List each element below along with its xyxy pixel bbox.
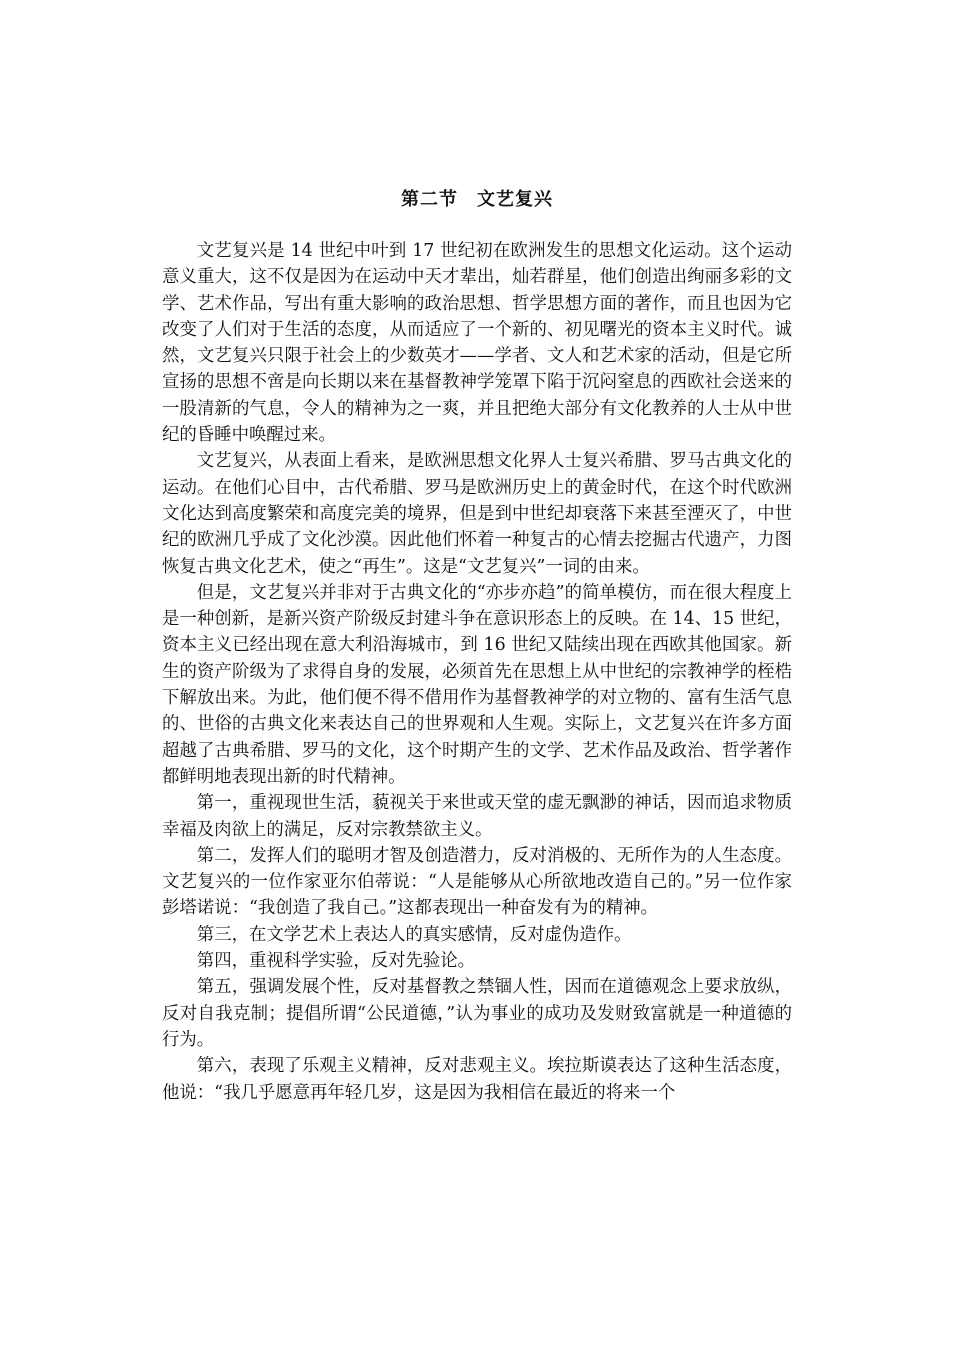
paragraph: 第三，在文学艺术上表达人的真实感情，反对虚伪造作。: [196, 924, 632, 945]
paragraph: 第五，强调发展个性，反对基督教之禁锢人性，因而在道德观念上要求放纵，反对自我克制；提倡所谓“公民道德，”认为事业的成功及发财致富就是一种道德的行为。: [162, 977, 792, 1050]
paragraph: 第一，重视现世生活，藐视关于来世或天堂的虚无飘渺的神话，因而追求物质幸福及肉欲上的满足，反对宗教禁欲主义。: [162, 793, 792, 840]
section-title: 第二节 文艺复兴: [401, 189, 553, 210]
paragraph: 第六，表现了乐观主义精神，反对悲观主义。埃拉斯谟表达了这种生活态度，他说：“我几乎愿意再年轻几岁，这是因为我相信在最近的将来一个: [162, 1056, 792, 1103]
paragraph: 但是，文艺复兴并非对于古典文化的“亦步亦趋”的简单模仿，而在很大程度上是一种创新，是新兴资产阶级反封建斗争在意识形态上的反映。在 14、15 世纪，资本主义已经出现在意大利沿海城市，到 16 世纪又陆续出现在西欧其他国家。新生的资产阶级为了求得自身的发展，必须首先在思想上从中世纪的宗教神学的桎梏下解放出来。为此，他们便不得不借用作为基督教神学的对立物的、富有生活气息的、世俗的古典文化来表达自己的世界观和人生观。实际上，文艺复兴在许多方面超越了古典希腊、罗马的文化，这个时期产生的文学、艺术作品及政治、哲学著作都鲜明地表现出新的时代精神。: [162, 582, 792, 787]
paragraph: 第二，发挥人们的聪明才智及创造潜力，反对消极的、无所作为的人生态度。文艺复兴的一位作家亚尔伯蒂说：“人是能够从心所欲地改造自己的。”另一位作家彭塔诺说：“我创造了我自己。”这都表现出一种奋发有为的精神。: [162, 845, 792, 919]
paragraph: 文艺复兴，从表面上看来，是欧洲思想文化界人士复兴希腊、罗马古典文化的运动。在他们心目中，古代希腊、罗马是欧洲历史上的黄金时代，在这个时代欧洲文化达到高度繁荣和高度完美的境界，但是到中世纪却衰落下来甚至湮灭了，中世纪的欧洲几乎成了文化沙漠。因此他们怀着一种复古的心情去挖掘古代遗产，力图恢复古典文化艺术，使之“再生”。这是“文艺复兴”一词的由来。: [162, 451, 792, 577]
paragraph: 文艺复兴是 14 世纪中叶到 17 世纪初在欧洲发生的思想文化运动。这个运动意义重大，这不仅是因为在运动中天才辈出，灿若群星，他们创造出绚丽多彩的文学、艺术作品，写出有重大影响的政治思想、哲学思想方面的著作，而且也因为它改变了人们对于生活的态度，从而适应了一个新的、初见曙光的资本主义时代。诚然，文艺复兴只限于社会上的少数英才——学者、文人和艺术家的活动，但是它所宣扬的思想不啻是向长期以来在基督教神学笼罩下陷于沉闷窒息的西欧社会送来的一股清新的气息，令人的精神为之一爽，并且把绝大部分有文化教养的人士从中世纪的昏睡中唤醒过来。: [162, 241, 792, 446]
paragraph: 第四，重视科学实验，反对先验论。: [196, 951, 476, 972]
document-page: [162, 186, 792, 1106]
